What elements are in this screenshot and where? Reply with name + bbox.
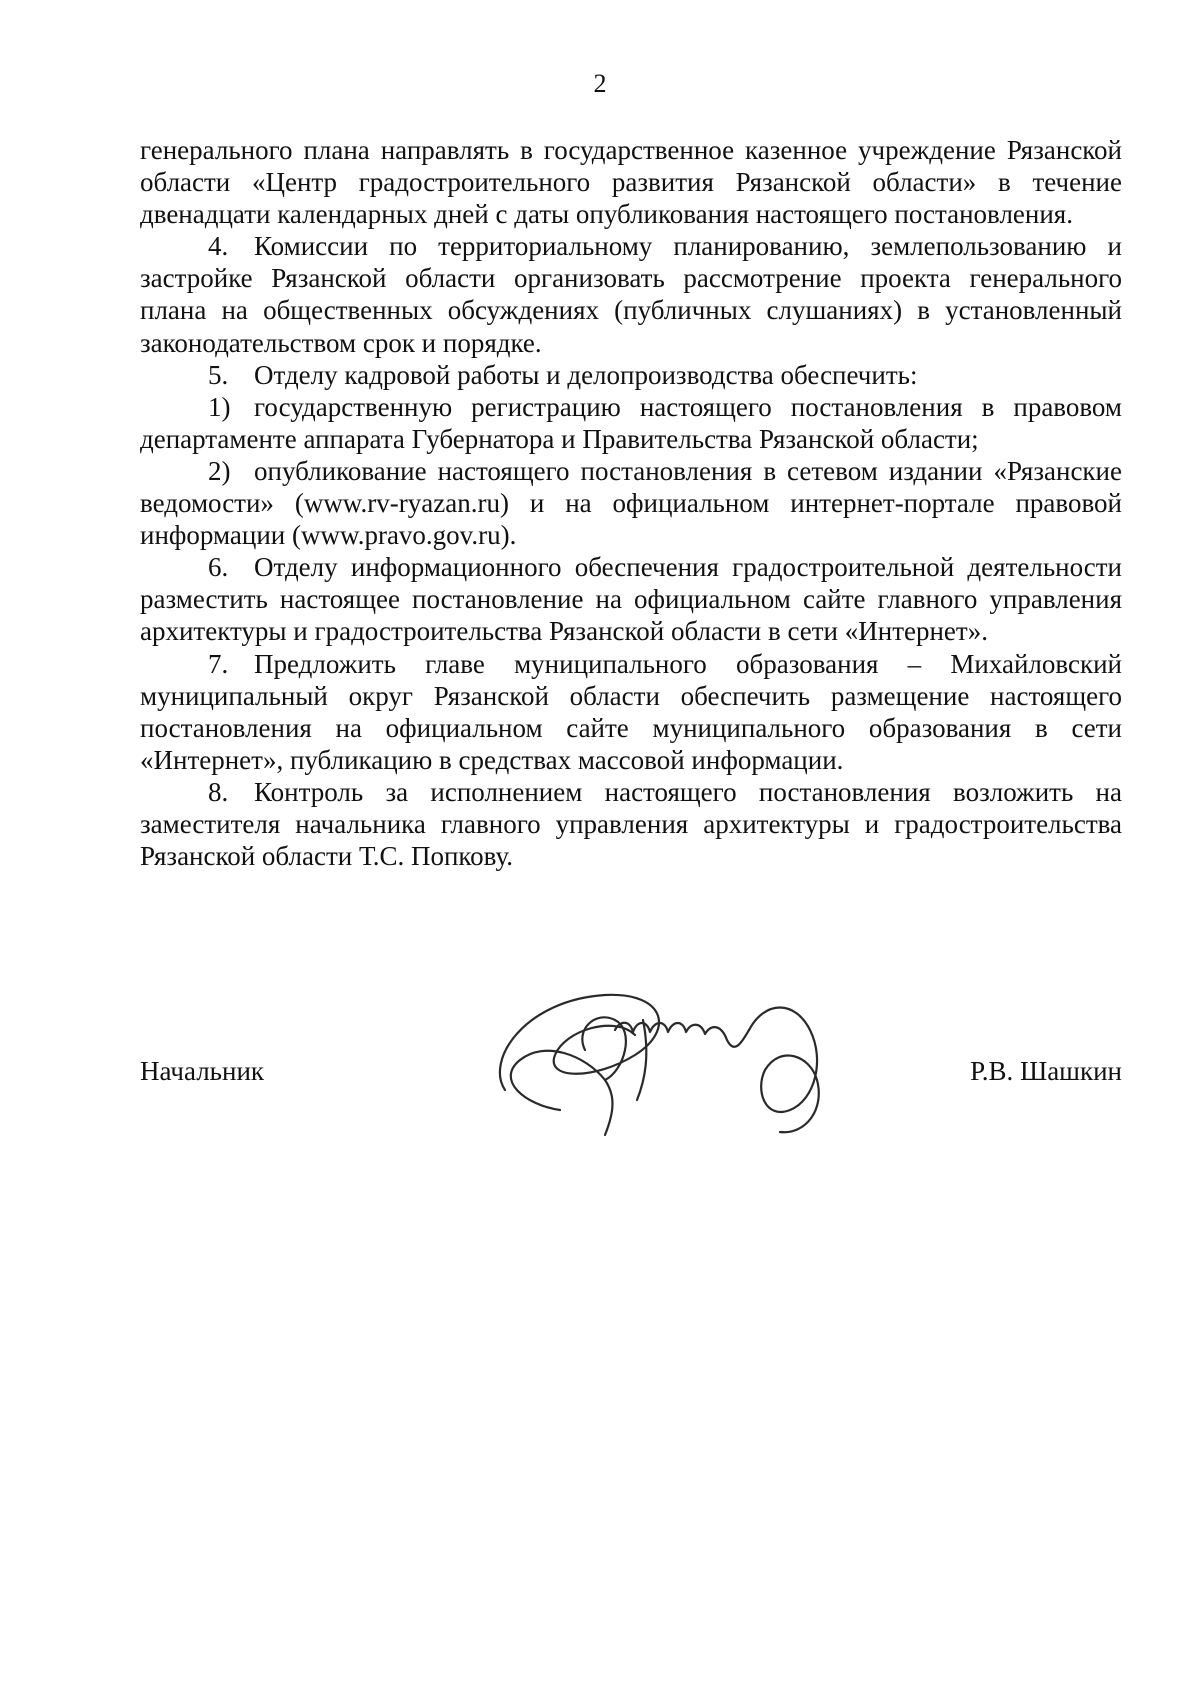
document-body (140, 134, 1122, 872)
signatory-title: Начальник (140, 1056, 265, 1086)
paragraph-item-5 (140, 359, 1122, 391)
paragraph-item-6 (140, 551, 1122, 647)
paragraph-continuation (140, 134, 1122, 230)
paragraph-text: Отделу информационного обеспечения градостроительной деятельности разместить настоящее постановление на официальном сайте главного управления архитектуры и градостроительства Рязанской области в сети «Интернет». (140, 552, 1122, 647)
paragraph-number: 2) (208, 455, 231, 486)
paragraph-number: 1) (208, 391, 231, 422)
paragraph-number: 7. (208, 648, 229, 679)
paragraph-number: 6. (208, 552, 229, 583)
paragraph-text: генерального плана направлять в государственное казенное учреждение Рязанской области «Центр градостроительного развития Рязанской области» в течение двенадцати календарных дней с даты опубликования настоящего постановления. (140, 135, 1122, 230)
paragraph-number: 5. (208, 359, 229, 390)
paragraph-text: опубликование настоящего постановления в сетевом издании «Рязанские ведомости» (www.rv-ryazan.ru) и на официальном интернет-портале правовой информации (www.pravo.gov.ru). (140, 455, 1122, 551)
paragraph-item-7 (140, 648, 1122, 776)
paragraph-text: Отделу кадровой работы и делопроизводства обеспечить: (254, 359, 918, 390)
paragraph-text: государственную регистрацию настоящего постановления в правовом департаменте аппарата Губернатора и Правительства Рязанской области; (140, 391, 1122, 454)
paragraph-subitem-1 (140, 391, 1122, 455)
paragraph-subitem-2 (140, 455, 1122, 551)
page-number: 2 (593, 69, 607, 98)
paragraph-item-8 (140, 776, 1122, 872)
paragraph-number: 4. (208, 231, 229, 262)
paragraph-text: Комиссии по территориальному планированию, землепользованию и застройке Рязанской области организовать рассмотрение проекта генерального плана на общественных обсуждениях (публичных слушаниях) в установленный законодательством срок и порядке. (140, 231, 1122, 358)
signatory-name: Р.В. Шашкин (970, 1056, 1122, 1086)
paragraph-text: Контроль за исполнением настоящего постановления возложить на заместителя начальника главного управления архитектуры и градостроительства Рязанской области Т.С. Попкову. (140, 776, 1122, 872)
paragraph-text: Предложить главе муниципального образования – Михайловский муниципальный округ Рязанской области обеспечить размещение настоящего постановления на официальном сайте муниципального образования в сети «Интернет», публикацию в средствах массовой информации. (140, 648, 1122, 775)
paragraph-item-4 (140, 230, 1122, 358)
paragraph-number: 8. (208, 776, 229, 807)
signature-block (140, 1055, 1122, 1095)
